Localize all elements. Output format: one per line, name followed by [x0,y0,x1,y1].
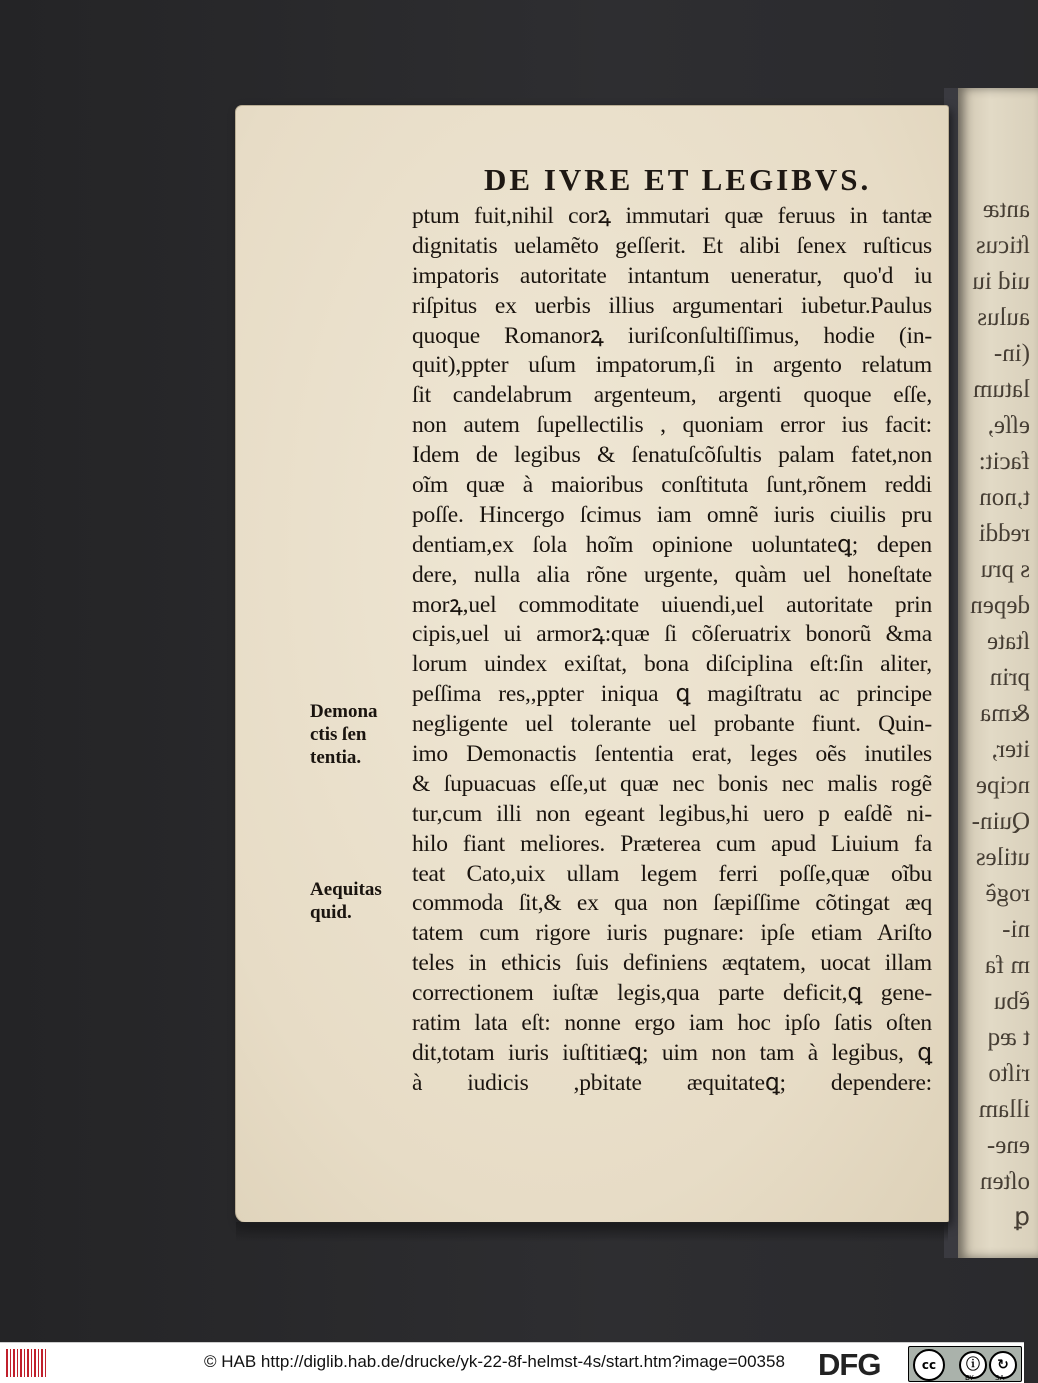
text-line: oĩm quæ à maioribus conſtituta ſunt,rõnem reddi [412,472,932,499]
text-line: lorum uindex exiſtat, bona diſciplina eſt:ſin aliter, [412,651,932,678]
adjacent-page-line: Quin- [971,808,1030,835]
adjacent-page-line: facit: [978,448,1030,475]
sa-label: SA [995,1374,1005,1382]
adjacent-page-line: iter, [991,736,1030,763]
marginal-note-line: Aequitas [310,879,382,900]
adjacent-page-line: ſticus [975,232,1030,259]
adjacent-page-line: riſto [988,1060,1030,1087]
text-line: cipis,uel ui armorꝝ:quæ ſi cõſeruatrix bonorũ &ma [412,621,932,648]
text-line: ptum fuit,nihil corꝝ immutari quæ feruus in tantæ [412,203,932,229]
text-line: negligente uel tolerante uel probante fiunt. Quin- [412,711,932,738]
sa-icon: ↻ [989,1351,1017,1379]
adjacent-page-line: utiles [975,844,1030,871]
adjacent-page-line: oſten [980,1168,1030,1195]
adjacent-page-line: (in- [993,340,1030,367]
text-line: & ſupuacuas eſſe,ut quæ nec bonis nec malis rogẽ [412,770,932,797]
text-line: quit),ppter uſum impatorum,ſi in argento relatum [412,352,932,379]
adjacent-page-line: ſtate [986,628,1030,655]
text-line: quoque Romanorꝝ iuriſconſultiſſimus, hodie (in- [412,322,932,349]
text-line: impatoris autoritate intantum ueneratur, quo'd iu [412,262,932,289]
adjacent-page-line: rogẽ [985,880,1030,907]
cc-license-badge[interactable] [908,1346,1022,1382]
text-line: teles in ethicis ſuis definiens æqtatem, uocat illam [412,950,932,977]
adjacent-page-line: uid iu [972,268,1030,295]
text-line: Idem de legibus & ſenatuſcõſultis palam fatet,non [412,442,932,469]
text-line: correctionem iuſtæ legis,qua parte deficit,ꝗ gene- [412,980,932,1007]
text-line: morꝝ,uel commoditate uiuendi,uel autoritate prin [412,591,932,618]
marginal-note-line: ctis ſen [310,724,367,745]
text-line: commoda ſit,& ex qua non ſæpiſſime cõtingat æq [412,890,932,917]
adjacent-page-text [958,88,1038,1236]
adjacent-page-line: t æq [987,1024,1030,1051]
adjacent-page-line: reddi [978,520,1030,547]
text-line: dere, nulla alia rõne urgente, quàm uel honeſtate [412,561,932,588]
adjacent-page-line: depen [970,592,1030,619]
text-line: non autem ſupellectilis , quoniam error ius facit: [412,412,932,439]
adjacent-page-line: &ma [980,700,1030,727]
hab-barcode-icon [6,1349,48,1377]
adjacent-page-line: ẽbu [993,988,1030,1015]
text-line: ratim lata eſt: nonne ergo iam hoc ipſo ſatis oſten [412,1010,932,1037]
marginal-note-demonactis [310,700,410,769]
text-line: tatem cum rigore iuris pugnare: ipſe etiam Ariſto [412,920,932,947]
text-line: tur,cum illi non egeant legibus,hi uero p eaſdẽ ni- [412,800,932,827]
adjacent-page-line: t,non [979,484,1030,511]
adjacent-page-line: ene- [986,1132,1030,1159]
copyright-link[interactable]: © HAB http://diglib.hab.de/drucke/yk-22-8f-helmst-4s/start.htm?image=00358 [204,1352,785,1371]
marginal-note-line: Demona [310,701,378,722]
text-line: teat Cato,uix ullam legem ferri poſſe,quæ oĩbu [412,860,932,887]
running-head: DE IVRE ET LEGIBVS. [484,162,872,197]
book-page [236,106,948,1222]
text-line: ſit candelabrum argenteum, argenti quoque eſſe, [412,382,932,409]
adjacent-page-line: prin [989,664,1030,691]
marginal-note-aequitas [310,878,410,924]
adjacent-page-line: antæ [982,196,1030,223]
text-line: hilo fiant meliores. Præterea cum apud Liuium fa [412,830,932,857]
text-line: imo Demonactis ſententia erat, leges oẽs inutiles [412,741,932,768]
page-shadow [236,1222,948,1242]
marginal-note-line: quid. [310,902,352,923]
text-line: à iudicis ,pbitate æquitateꝗ; dependere: [412,1069,932,1096]
body-text [412,202,932,1099]
dfg-logo: DFG [818,1347,881,1382]
cc-icon: cc [913,1349,945,1381]
text-line: peſſima res,,ppter iniqua ꝗ magiſtratu ac principe [412,681,932,708]
adjacent-page-line: ꝗ [1014,1204,1030,1231]
by-label: BY [965,1374,974,1382]
text-line: poſſe. Hincergo ſcimus iam omnẽ iuris ciuilis pru [412,501,932,528]
adjacent-page-line: latum [973,376,1030,403]
adjacent-page-line: aulus [977,304,1030,331]
adjacent-page-line: ni- [1002,916,1030,943]
text-line: dignitatis uelamẽto geſſerit. Et alibi ſenex ruſticus [412,232,932,259]
adjacent-page-line: s pru [980,556,1030,583]
adjacent-page-line: eſſe, [987,412,1030,439]
text-line: riſpitus ex uerbis illius argumentari iubetur.Paulus [412,292,932,319]
adjacent-page [944,88,1038,1258]
viewer-footer [0,1342,1024,1383]
adjacent-page-line: ncipe [975,772,1030,799]
adjacent-page-line: illam [978,1096,1030,1123]
text-line: dit,totam iuris iuſtitiæꝗ; uim non tam à legibus, ꝗ [412,1039,932,1066]
text-line: dentiam,ex ſola hoĩm opinione uoluntateꝗ; depen [412,531,932,558]
by-icon: ⓘ [959,1351,987,1379]
adjacent-page-line: m fa [984,952,1030,979]
marginal-note-line: tentia. [310,747,362,768]
